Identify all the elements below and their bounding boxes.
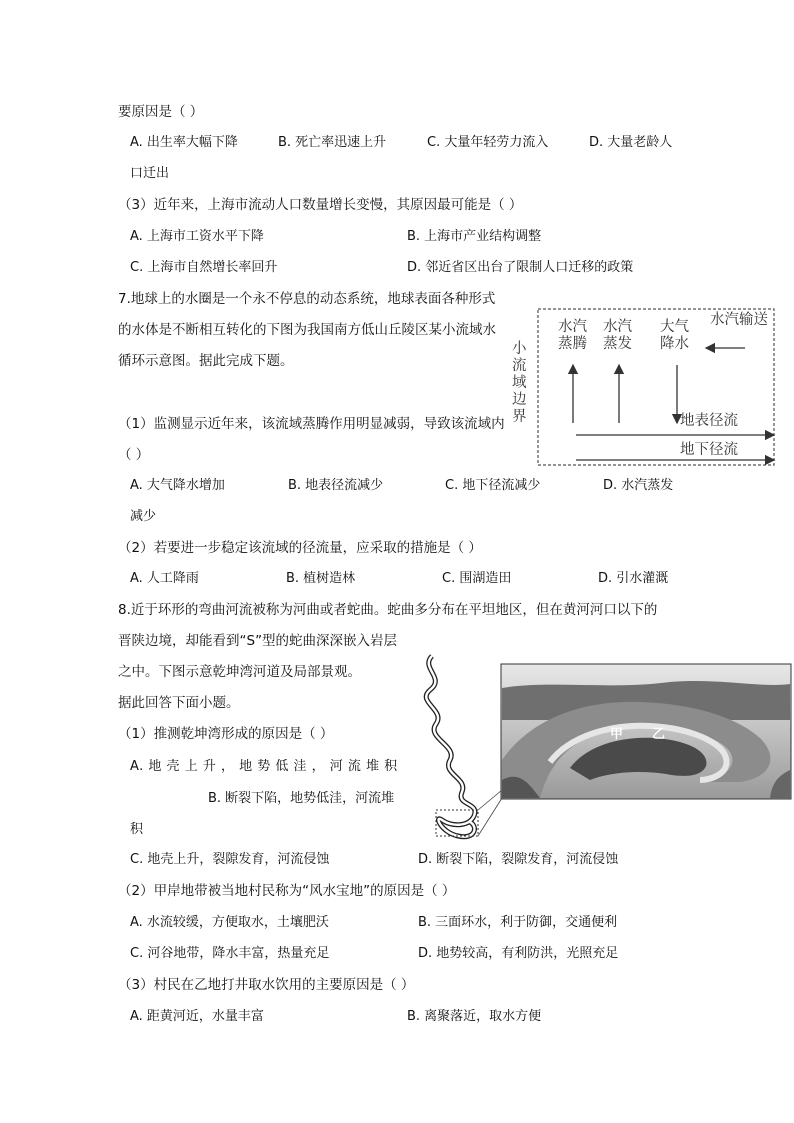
question-7-1: （1）监测显示近年来，该流域蒸腾作用明显减弱，导致该流域内: [118, 416, 505, 432]
option-a: A. 上海市工资水平下降: [130, 229, 264, 244]
river-map: [410, 650, 794, 850]
option-a: A. 大气降水增加: [130, 478, 225, 493]
question-7-2: （2）若要进一步稳定该流域的径流量，应采取的措施是（ ）: [118, 540, 482, 556]
option-b: B. 离聚落近，取水方便: [407, 1009, 542, 1024]
evaporation-label: 水汽蒸发: [603, 319, 632, 352]
question-7-stem-line3: 循环示意图。据此完成下题。: [118, 353, 294, 369]
vapor-transport-label: 水汽输送: [710, 312, 768, 328]
label-jia: 甲: [610, 727, 624, 742]
option-c: C. 地壳上升，裂隙发育，河流侵蚀: [130, 852, 330, 867]
option-a: A. 人工降雨: [130, 571, 199, 586]
qiankun-bay-figure: [410, 650, 794, 850]
option-c: C. 围湖造田: [442, 571, 512, 586]
option-b: B. 植树造林: [286, 571, 356, 586]
transpiration-label: 水汽蒸腾: [558, 319, 587, 352]
question-6-3: （3）近年来，上海市流动人口数量增长变慢，其原因最可能是（ ）: [118, 197, 523, 213]
label-yi: 乙: [652, 727, 666, 742]
option-b: B. 断裂下陷，地势低洼，河流堆: [208, 791, 395, 806]
option-d-continuation: 减少: [130, 509, 157, 524]
option-a: A. 距黄河近，水量丰富: [130, 1009, 264, 1024]
option-c: C. 河谷地带，降水丰富，热量充足: [130, 946, 330, 961]
option-b-continuation: 积: [130, 822, 144, 837]
option-c: C. 上海市自然增长率回升: [130, 260, 278, 275]
option-d: D. 地势较高，有利防洪，光照充足: [418, 946, 619, 961]
question-7-stem-line2: 的水体是不断相互转化的下图为我国南方低山丘陵区某小流域水: [118, 322, 496, 338]
option-d: D. 大量老龄人: [589, 135, 673, 150]
option-b: B. 三面环水，利于防御，交通便利: [418, 915, 618, 930]
basin-boundary-label: 小流域边界: [512, 341, 527, 425]
option-c: C. 地下径流减少: [445, 478, 541, 493]
question-stem-continuation: 要原因是（ ）: [118, 104, 204, 120]
option-b: B. 上海市产业结构调整: [407, 229, 542, 244]
option-d: D. 邻近省区出台了限制人口迁移的政策: [407, 260, 634, 275]
question-7-stem-line1: 7.地球上的水圈是一个永不停息的动态系统，地球表面各种形式: [118, 291, 496, 307]
option-d: D. 断裂下陷，裂隙发育，河流侵蚀: [418, 852, 619, 867]
question-8-stem-line4: 据此回答下面小题。: [118, 695, 240, 711]
option-a: A. 水流较缓，方便取水，土壤肥沃: [130, 915, 329, 930]
precipitation-label: 大气降水: [660, 319, 689, 352]
question-8-2: （2）甲岸地带被当地村民称为“风水宝地”的原因是（ ）: [118, 883, 456, 899]
question-7-1-paren: （ ）: [118, 447, 150, 463]
question-8-stem-line3: 之中。下图示意乾坤湾河道及局部景观。: [118, 664, 361, 680]
option-c: C. 大量年轻劳力流入: [427, 135, 549, 150]
surface-runoff-label: 地表径流: [680, 413, 738, 429]
option-d: D. 水汽蒸发: [603, 478, 674, 493]
question-8-stem-line2: 晋陕边境，却能看到“S”型的蛇曲深深嵌入岩层: [118, 633, 398, 649]
ground-runoff-label: 地下径流: [680, 442, 738, 458]
question-8-1: （1）推测乾坤湾形成的原因是（ ）: [118, 726, 334, 742]
question-8-3: （3）村民在乙地打井取水饮用的主要原因是（ ）: [118, 977, 415, 993]
option-b: B. 死亡率迅速上升: [278, 135, 387, 150]
water-cycle-diagram: [510, 305, 778, 470]
option-a: A. 出生率大幅下降: [130, 135, 238, 150]
option-a: A. 地 壳 上 升 ， 地 势 低 洼 ， 河 流 堆 积: [130, 759, 398, 774]
option-d: D. 引水灌溉: [598, 571, 669, 586]
question-8-stem-line1: 8.近于环形的弯曲河流被称为河曲或者蛇曲。蛇曲多分布在平坦地区，但在黄河河口以下的: [118, 602, 658, 618]
option-d-continuation: 口迁出: [130, 166, 170, 181]
option-b: B. 地表径流减少: [288, 478, 384, 493]
